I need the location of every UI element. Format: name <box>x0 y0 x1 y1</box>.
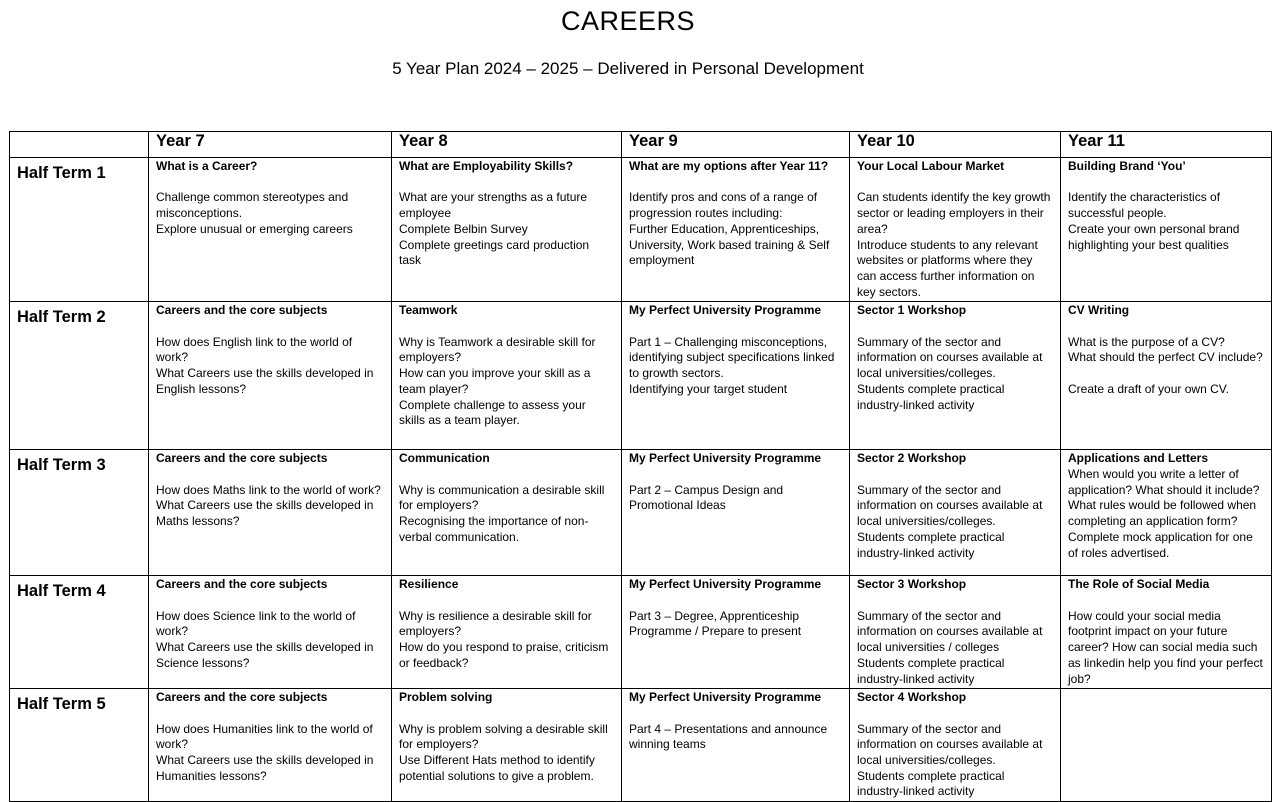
cell-title: The Role of Social Media <box>1068 577 1210 592</box>
page-subtitle: 5 Year Plan 2024 – 2025 – Delivered in Personal Development <box>392 59 864 78</box>
cell-title: CV Writing <box>1068 303 1130 318</box>
cell-title: My Perfect University Programme <box>629 451 822 466</box>
year-header: Year 7 <box>149 132 392 158</box>
cell-line: What Careers use the skills developed in Maths lessons? <box>156 498 374 529</box>
cell-line: What is the purpose of a CV? <box>1068 334 1225 349</box>
cell-title: Careers and the core subjects <box>156 451 328 466</box>
plan-cell <box>622 689 850 802</box>
half-term-label: Half Term 3 <box>10 450 149 576</box>
cell-title: Problem solving <box>399 690 493 705</box>
plan-cell <box>149 689 392 802</box>
cell-line: Students complete practical industry-linked activity <box>857 529 1005 560</box>
cell-line: Introduce students to any relevant websites or platforms where they can access further information on key sectors. <box>857 237 1038 299</box>
plan-cell <box>622 450 850 576</box>
half-term-row <box>10 576 1272 689</box>
cell-title: Communication <box>399 451 490 466</box>
cell-title: Applications and Letters <box>1068 451 1209 466</box>
cell-line: Part 4 – Presentations and announce winning teams <box>629 721 828 752</box>
cell-title: My Perfect University Programme <box>629 303 822 318</box>
plan-cell <box>1061 689 1272 802</box>
cell-line: How can you improve your skill as a team player? <box>399 366 591 396</box>
cell-line: Create your own personal brand highlighting your best qualities <box>1068 221 1240 252</box>
cell-line: What should the perfect CV include? <box>1068 350 1263 365</box>
plan-cell <box>149 450 392 576</box>
careers-plan-table <box>9 131 1272 802</box>
cell-line: Can students identify the key growth sector or leading employers in their area? <box>857 190 1051 236</box>
half-term-row <box>10 302 1272 450</box>
cell-line: Recognising the importance of non-verbal communication. <box>399 514 589 544</box>
cell-line: Why is problem solving a desirable skill for employers? <box>399 721 608 752</box>
cell-title: My Perfect University Programme <box>629 577 822 592</box>
cell-line: Identify pros and cons of a range of progression routes including: <box>629 190 818 221</box>
cell-line: Complete Belbin Survey <box>399 221 528 236</box>
cell-title: Your Local Labour Market <box>857 159 1005 173</box>
cell-line: What are your strengths as a future employee <box>399 190 588 221</box>
plan-cell <box>1061 450 1272 576</box>
cell-line: How do you respond to praise, criticism or feedback? <box>399 640 609 670</box>
cell-title: Sector 1 Workshop <box>857 303 967 318</box>
half-term-label: Half Term 2 <box>10 302 149 450</box>
plan-cell <box>149 302 392 450</box>
plan-cell <box>622 158 850 302</box>
cell-title: Careers and the core subjects <box>156 690 328 705</box>
cell-line: What Careers use the skills developed in Science lessons? <box>156 640 374 670</box>
cell-line: Part 1 – Challenging misconceptions, identifying subject specifications linked to growth sectors. <box>629 334 835 381</box>
cell-line: Students complete practical industry-linked activity <box>857 381 1005 412</box>
half-term-row <box>10 158 1272 302</box>
half-term-row <box>10 689 1272 802</box>
plan-cell <box>850 450 1061 576</box>
half-term-label: Half Term 5 <box>10 689 149 802</box>
cell-line: When would you write a letter of application? What should it include? <box>1068 467 1260 497</box>
plan-cell <box>149 576 392 689</box>
cell-line: Why is communication a desirable skill for employers? <box>399 482 605 513</box>
cell-line: Summary of the sector and information on courses available at local universities/colleges. <box>857 721 1043 768</box>
plan-cell <box>850 689 1061 802</box>
cell-line: How does Maths link to the world of work? <box>156 482 381 497</box>
plan-cell <box>1061 576 1272 689</box>
cell-line: How does English link to the world of work? <box>156 334 353 365</box>
plan-cell <box>850 158 1061 302</box>
cell-line: Identifying your target student <box>629 381 788 396</box>
cell-title: Teamwork <box>399 303 458 318</box>
cell-title: Careers and the core subjects <box>156 303 328 318</box>
plan-cell <box>850 302 1061 450</box>
cell-line: Summary of the sector and information on courses available at local universities/colleges. <box>857 482 1043 529</box>
cell-line: Students complete practical industry-linked activity <box>857 768 1005 799</box>
cell-title: What are Employability Skills? <box>399 159 574 173</box>
plan-cell <box>622 576 850 689</box>
cell-line: How does Science link to the world of work? <box>156 608 356 639</box>
year-header: Year 10 <box>850 132 1061 158</box>
cell-line: Complete challenge to assess your skills as a team player. <box>399 397 586 428</box>
cell-line: Complete mock application for one of roles advertised. <box>1068 529 1253 560</box>
cell-line: Complete greetings card production task <box>399 237 590 268</box>
year-header: Year 11 <box>1061 132 1272 158</box>
cell-line: What Careers use the skills developed in English lessons? <box>156 366 374 396</box>
plan-cell <box>392 689 622 802</box>
plan-cell <box>1061 158 1272 302</box>
cell-line: Summary of the sector and information on courses available at local universities/colleges. <box>857 334 1043 381</box>
plan-cell <box>392 576 622 689</box>
cell-line: Identify the characteristics of successful people. <box>1068 190 1221 221</box>
plan-cell <box>149 158 392 302</box>
cell-line: Summary of the sector and information on courses available at local universities / colleges <box>857 608 1043 655</box>
cell-line: How could your social media footprint impact on your future career? How can social media such as linkedin help you find your perfect job? <box>1068 608 1263 686</box>
half-term-label: Half Term 1 <box>10 158 149 302</box>
page-title: CAREERS <box>560 6 696 36</box>
cell-line: How does Humanities link to the world of work? <box>156 721 373 752</box>
plan-cell <box>392 158 622 302</box>
cell-title: Resilience <box>399 577 459 592</box>
half-term-row <box>10 450 1272 576</box>
year-header: Year 8 <box>392 132 622 158</box>
half-term-label: Half Term 4 <box>10 576 149 689</box>
year-header: Year 9 <box>622 132 850 158</box>
cell-line: What rules would be followed when completing an application form? <box>1068 498 1257 529</box>
plan-cell <box>622 302 850 450</box>
plan-cell <box>1061 302 1272 450</box>
plan-cell <box>392 302 622 450</box>
cell-title: What is a Career? <box>156 159 258 173</box>
cell-line: Further Education, Apprenticeships, University, Work based training & Self employment <box>629 221 830 268</box>
year-header-row <box>10 132 1272 158</box>
plan-cell <box>392 450 622 576</box>
cell-line: Explore unusual or emerging careers <box>156 221 353 236</box>
corner-cell <box>10 132 149 158</box>
cell-line: Students complete practical industry-linked activity <box>857 655 1005 686</box>
cell-line: Why is Teamwork a desirable skill for employers? <box>399 334 596 365</box>
cell-title: Sector 4 Workshop <box>857 690 967 705</box>
cell-title: Careers and the core subjects <box>156 577 328 592</box>
cell-line: Part 2 – Campus Design and Promotional Ideas <box>629 482 784 513</box>
cell-title: What are my options after Year 11? <box>629 159 829 173</box>
cell-line: Create a draft of your own CV. <box>1068 381 1229 396</box>
cell-line: What Careers use the skills developed in Humanities lessons? <box>156 753 374 783</box>
cell-title: My Perfect University Programme <box>629 690 822 705</box>
cell-line: Part 3 – Degree, Apprenticeship Programme / Prepare to present <box>629 608 802 639</box>
cell-line: Why is resilience a desirable skill for employers? <box>399 608 592 639</box>
plan-body <box>10 132 1272 802</box>
cell-line: Use Different Hats method to identify potential solutions to give a problem. <box>399 753 595 783</box>
cell-title: Sector 2 Workshop <box>857 451 967 466</box>
cell-line: Challenge common stereotypes and misconceptions. <box>156 190 349 221</box>
cell-title: Sector 3 Workshop <box>857 577 967 592</box>
cell-title: Building Brand ‘You’ <box>1068 159 1186 173</box>
plan-cell <box>850 576 1061 689</box>
